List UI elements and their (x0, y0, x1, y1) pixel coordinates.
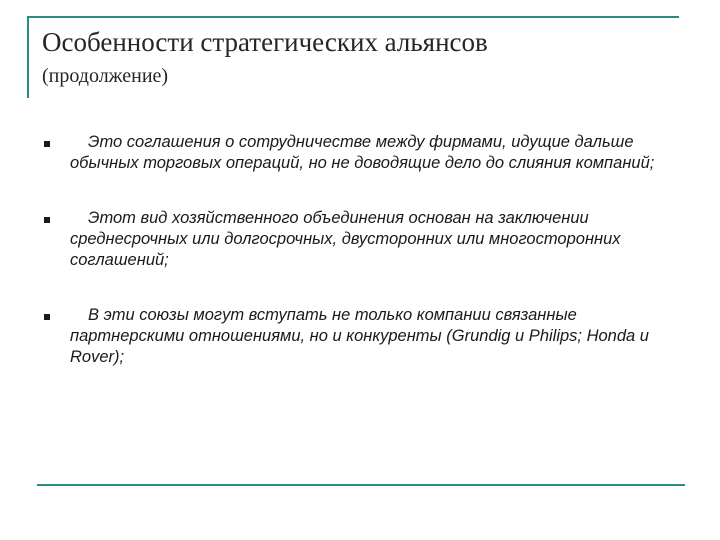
square-bullet-icon (44, 314, 50, 320)
title-frame-top-rule (27, 16, 679, 18)
bullet-text: Это соглашения о сотрудничестве между фирмами, идущие дальше обычных торговых операций, но не доводящие дело до слияния компаний; (70, 133, 655, 172)
bullet-item (40, 208, 680, 271)
bullet-text: Этот вид хозяйственного объединения основан на заключении среднесрочных или долгосрочных, двусторонних или многосторонних соглашений; (70, 209, 621, 269)
square-bullet-icon (44, 141, 50, 147)
slide-subtitle: (продолжение) (42, 65, 169, 87)
bullet-item (40, 305, 680, 368)
footer-rule (37, 484, 685, 486)
title-frame-left-rule (27, 16, 29, 98)
bullet-item (40, 132, 680, 174)
bullet-text: В эти союзы могут вступать не только компании связанные партнерскими отношениями, но и конкуренты (Grundig и Philips; Honda и Rover); (70, 306, 649, 366)
square-bullet-icon (44, 217, 50, 223)
bullet-list (40, 132, 680, 368)
slide-title: Особенности стратегических альянсов (42, 27, 488, 57)
